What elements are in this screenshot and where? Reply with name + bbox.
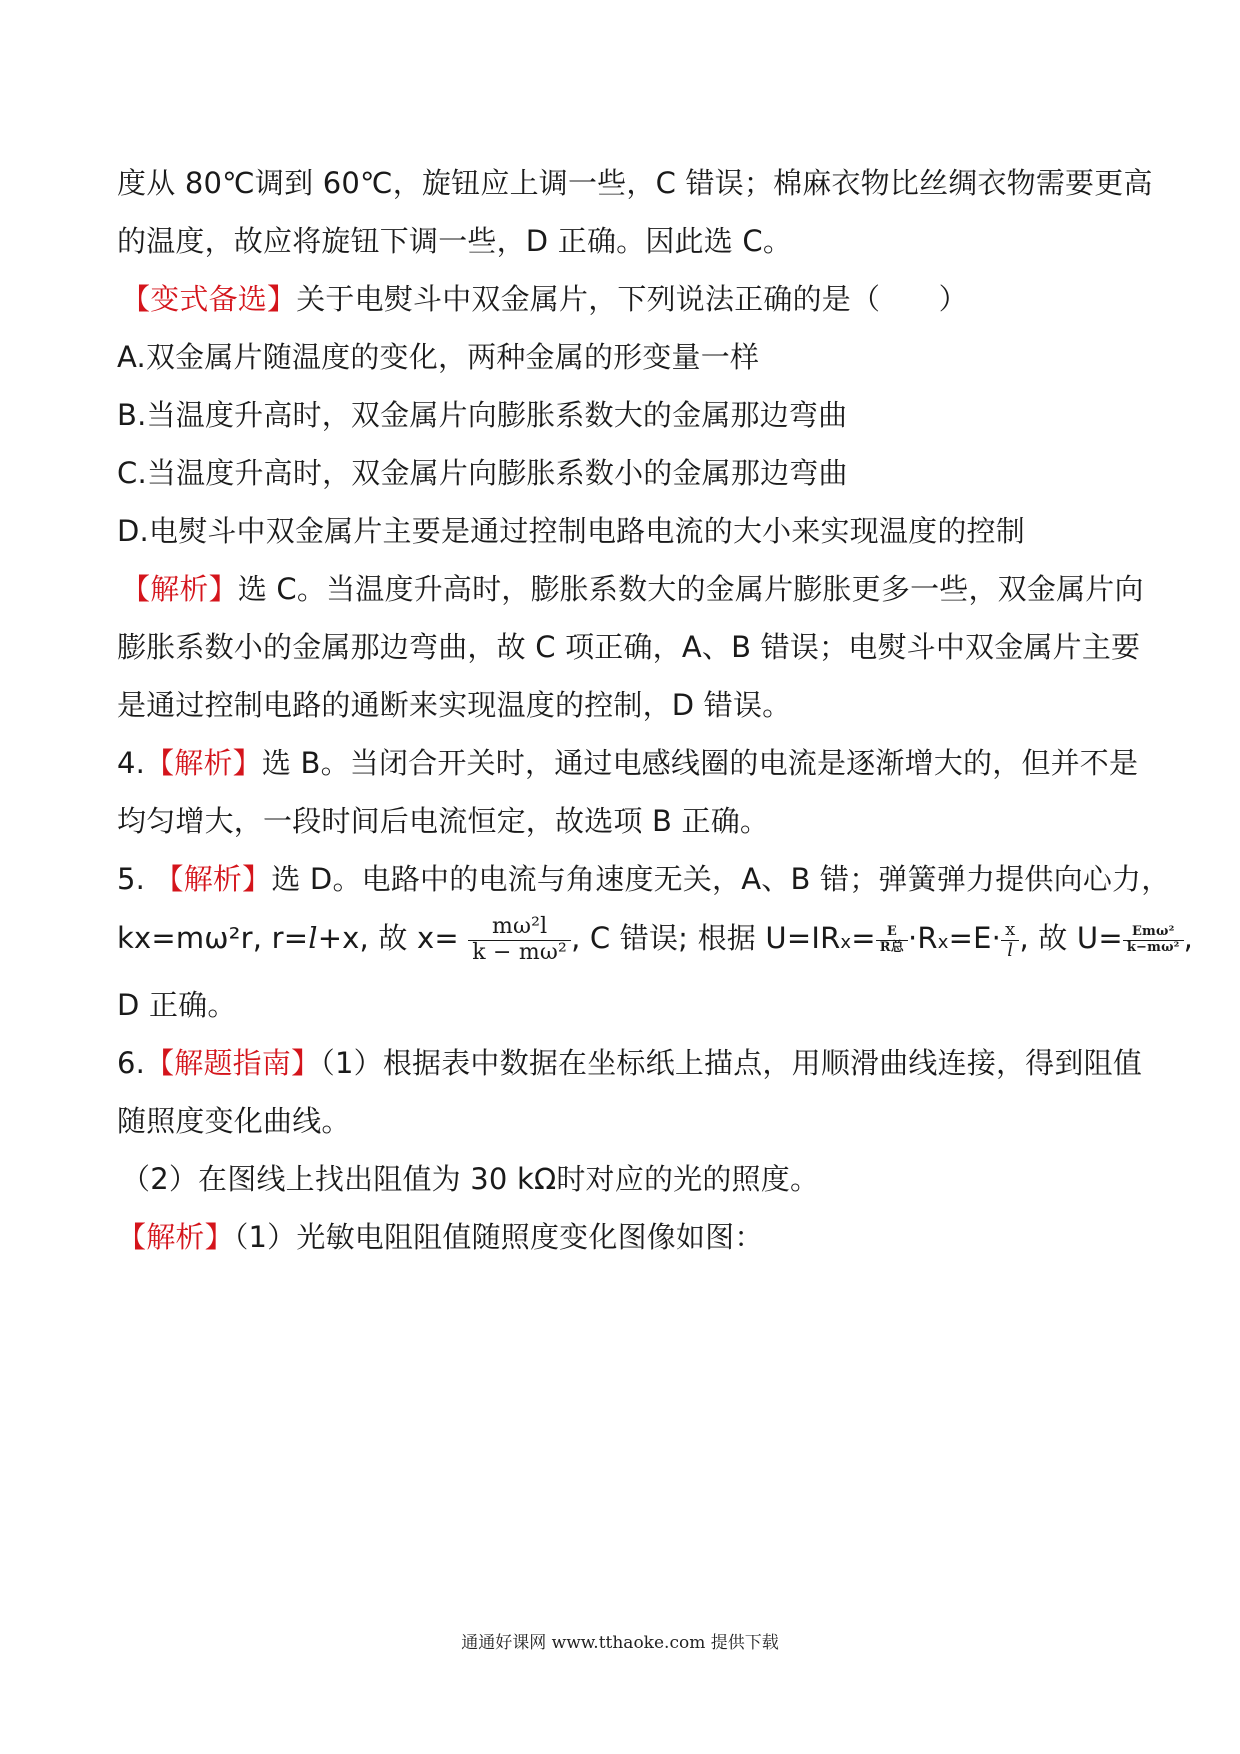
formula-text: , 故 U= xyxy=(1019,921,1123,955)
text-line: D 正确。 xyxy=(117,988,237,1022)
text-line: 随照度变化曲线。 xyxy=(117,1104,351,1138)
page-footer: 通通好课网 www.tthaoke.com 提供下载 xyxy=(461,1633,779,1653)
answer-6 xyxy=(117,1043,1142,1083)
text-line: 是通过控制电路的通断来实现温度的控制，D 错误。 xyxy=(117,688,792,722)
analysis-text: 选 B。当闭合开关时，通过电感线圈的电流是逐渐增大的，但并不是 xyxy=(261,746,1139,780)
text-line: 度从 80℃调到 60℃，旋钮应上调一些，C 错误；棉麻衣物比丝绸衣物需要更高 xyxy=(117,166,1153,200)
analysis-tag: 【解析】 xyxy=(154,862,272,896)
formula-text: = xyxy=(851,921,876,955)
text-line: （2）在图线上找出阻值为 30 kΩ时对应的光的照度。 xyxy=(121,1162,820,1196)
option-b: B.当温度升高时，双金属片向膨胀系数大的金属那边弯曲 xyxy=(117,398,848,432)
fraction-voltage xyxy=(1123,925,1184,955)
formula-text: =E· xyxy=(948,921,1002,955)
formula-text: +x, 故 x= xyxy=(317,921,459,955)
formula-subscript: x xyxy=(937,932,949,953)
analysis-text: （1）光敏电阻阻值随照度变化图像如图： xyxy=(233,1220,764,1254)
analysis-tag: 【解析】 xyxy=(145,746,262,780)
fraction-numerator: E xyxy=(876,925,908,940)
item-number: 5. xyxy=(117,862,155,896)
formula-line xyxy=(117,908,1193,973)
fraction-current xyxy=(876,925,908,955)
formula-text: kx=mω²r, r= xyxy=(117,921,309,955)
fraction-numerator: Emω² xyxy=(1123,925,1184,940)
formula-symbol: l xyxy=(308,921,318,955)
analysis-tag: 【解析】 xyxy=(117,1220,234,1254)
question-text: 关于电熨斗中双金属片，下列说法正确的是（ ） xyxy=(296,282,968,316)
option-d: D.电熨斗中双金属片主要是通过控制电路电流的大小来实现温度的控制 xyxy=(117,514,1025,548)
fraction-numerator: x xyxy=(1001,920,1019,941)
item-number: 6. xyxy=(117,1046,146,1080)
fraction-denominator: R总 xyxy=(879,939,904,955)
guide-text: （1）根据表中数据在坐标纸上描点，用顺滑曲线连接，得到阻值 xyxy=(320,1046,1143,1080)
fraction-x xyxy=(468,915,571,964)
analysis-tag: 【解析】 xyxy=(121,572,238,606)
text-line: 的温度，故应将旋钮下调一些，D 正确。因此选 C。 xyxy=(117,224,793,258)
text-line: 均匀增大，一段时间后电流恒定，故选项 B 正确。 xyxy=(117,804,770,838)
item-number: 4. xyxy=(117,746,146,780)
fraction-denominator: k − mω² xyxy=(472,939,568,965)
analysis-text: 选 D。电路中的电流与角速度无关，A、B 错；弹簧弹力提供向心力， xyxy=(271,862,1171,896)
option-a: A.双金属片随温度的变化，两种金属的形变量一样 xyxy=(117,340,760,374)
variant-question xyxy=(121,279,968,319)
variant-tag: 【变式备选】 xyxy=(121,282,297,316)
fraction-numerator: mω²l xyxy=(468,915,571,940)
answer-5 xyxy=(117,859,1170,899)
formula-subscript: x xyxy=(840,932,852,953)
analysis-line xyxy=(117,1217,764,1257)
analysis-text: 选 C。当温度升高时，膨胀系数大的金属片膨胀更多一些，双金属片向 xyxy=(237,572,1144,606)
text-line: 膨胀系数小的金属那边弯曲，故 C 项正确，A、B 错误；电熨斗中双金属片主要 xyxy=(117,630,1141,664)
formula-text: ·R xyxy=(908,921,938,955)
fraction-ratio xyxy=(1001,920,1019,961)
fraction-denominator: l xyxy=(1007,939,1014,961)
formula-text: , xyxy=(1183,921,1193,955)
answer-4 xyxy=(117,743,1138,783)
analysis-line xyxy=(121,569,1144,609)
guide-tag: 【解题指南】 xyxy=(145,1046,321,1080)
formula-text: , C 错误; 根据 U=IR xyxy=(571,921,841,955)
option-c: C.当温度升高时，双金属片向膨胀系数小的金属那边弯曲 xyxy=(117,456,848,490)
fraction-denominator: k−mω² xyxy=(1126,939,1180,955)
